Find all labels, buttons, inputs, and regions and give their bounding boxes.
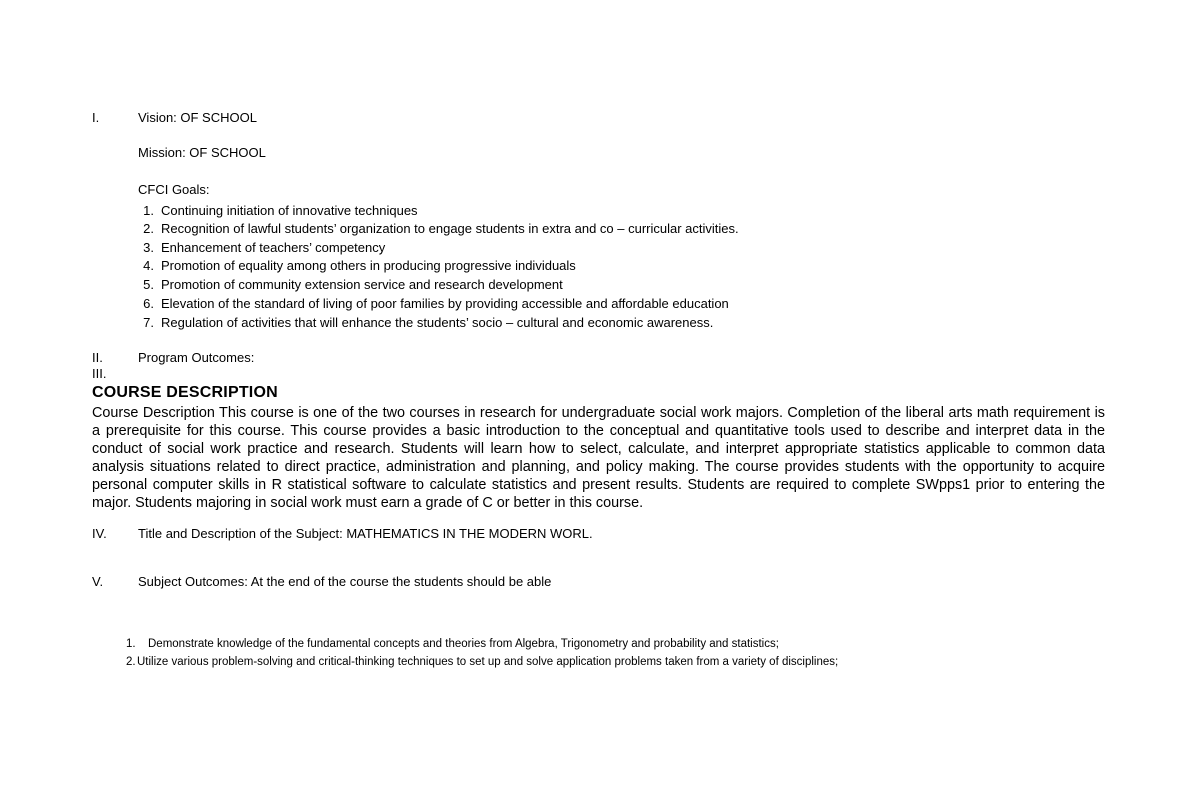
mission-text: Mission: OF SCHOOL bbox=[138, 145, 266, 160]
section-numeral-vision: I. bbox=[92, 110, 100, 125]
cfci-goal-number: 7. bbox=[143, 315, 154, 330]
cfci-goal-text: Recognition of lawful students’ organization to engage students in extra and co – curricular activities. bbox=[161, 221, 739, 236]
cfci-goal-text: Promotion of equality among others in producing progressive individuals bbox=[161, 258, 576, 273]
subject-title-text: Title and Description of the Subject: MATHEMATICS IN THE MODERN WORL. bbox=[138, 526, 593, 541]
cfci-goal-number: 5. bbox=[143, 277, 154, 292]
section-numeral-program: II. bbox=[92, 350, 103, 365]
cfci-goal-number: 6. bbox=[143, 296, 154, 311]
section-numeral-iii: III. bbox=[92, 366, 107, 381]
outcome-text: Utilize various problem-solving and critical-thinking techniques to set up and solve application problems taken from a variety of disciplines; bbox=[137, 656, 839, 668]
program-outcomes-label: Program Outcomes: bbox=[138, 350, 255, 365]
outcome-number: 2. bbox=[126, 656, 136, 668]
cfci-goal-text: Promotion of community extension service and research development bbox=[161, 277, 563, 292]
section-numeral-subject: V. bbox=[92, 574, 104, 589]
subject-outcomes-text: Subject Outcomes: At the end of the course the students should be able bbox=[138, 574, 552, 589]
vision-text: Vision: OF SCHOOL bbox=[138, 110, 257, 125]
cfci-goal-text: Elevation of the standard of living of poor families by providing accessible and affordable education bbox=[161, 296, 729, 311]
cfci-goal-number: 1. bbox=[143, 203, 154, 218]
cfci-goal-number: 2. bbox=[143, 221, 154, 236]
course-description-paragraph: Course Description This course is one of the two courses in research for undergraduate social work majors. Completion of the liberal arts math requirement is a prerequisite for this course. This course provides a basic introduction to the conceptual and quantitative tools used to describe and interpret data in the conduct of social work practice and research. Students will learn how to select, calculate, and interpret appropriate statistics applicable to common data analysis situations related to direct practice, administration and planning, and policy making. The course provides students with the opportunity to acquire personal computer skills in R statistical software to calculate statistics and present results. Students are required to complete SWpps1 prior to entering the major. Students majoring in social work must earn a grade of C or better in this course. bbox=[92, 405, 1105, 512]
cfci-goal-number: 3. bbox=[143, 240, 154, 255]
cfci-goals-heading: CFCI Goals: bbox=[138, 182, 210, 197]
outcome-text: Demonstrate knowledge of the fundamental concepts and theories from Algebra, Trigonometry and probability and statistics; bbox=[148, 638, 779, 650]
section-numeral-title: IV. bbox=[92, 526, 107, 541]
course-description-heading: COURSE DESCRIPTION bbox=[92, 384, 278, 401]
cfci-goal-text: Enhancement of teachers’ competency bbox=[161, 240, 386, 255]
cfci-goal-number: 4. bbox=[143, 258, 154, 273]
outcome-number: 1. bbox=[126, 638, 136, 650]
cfci-goal-text: Regulation of activities that will enhance the students’ socio – cultural and economic awareness. bbox=[161, 315, 714, 330]
cfci-goal-text: Continuing initiation of innovative techniques bbox=[161, 203, 418, 218]
